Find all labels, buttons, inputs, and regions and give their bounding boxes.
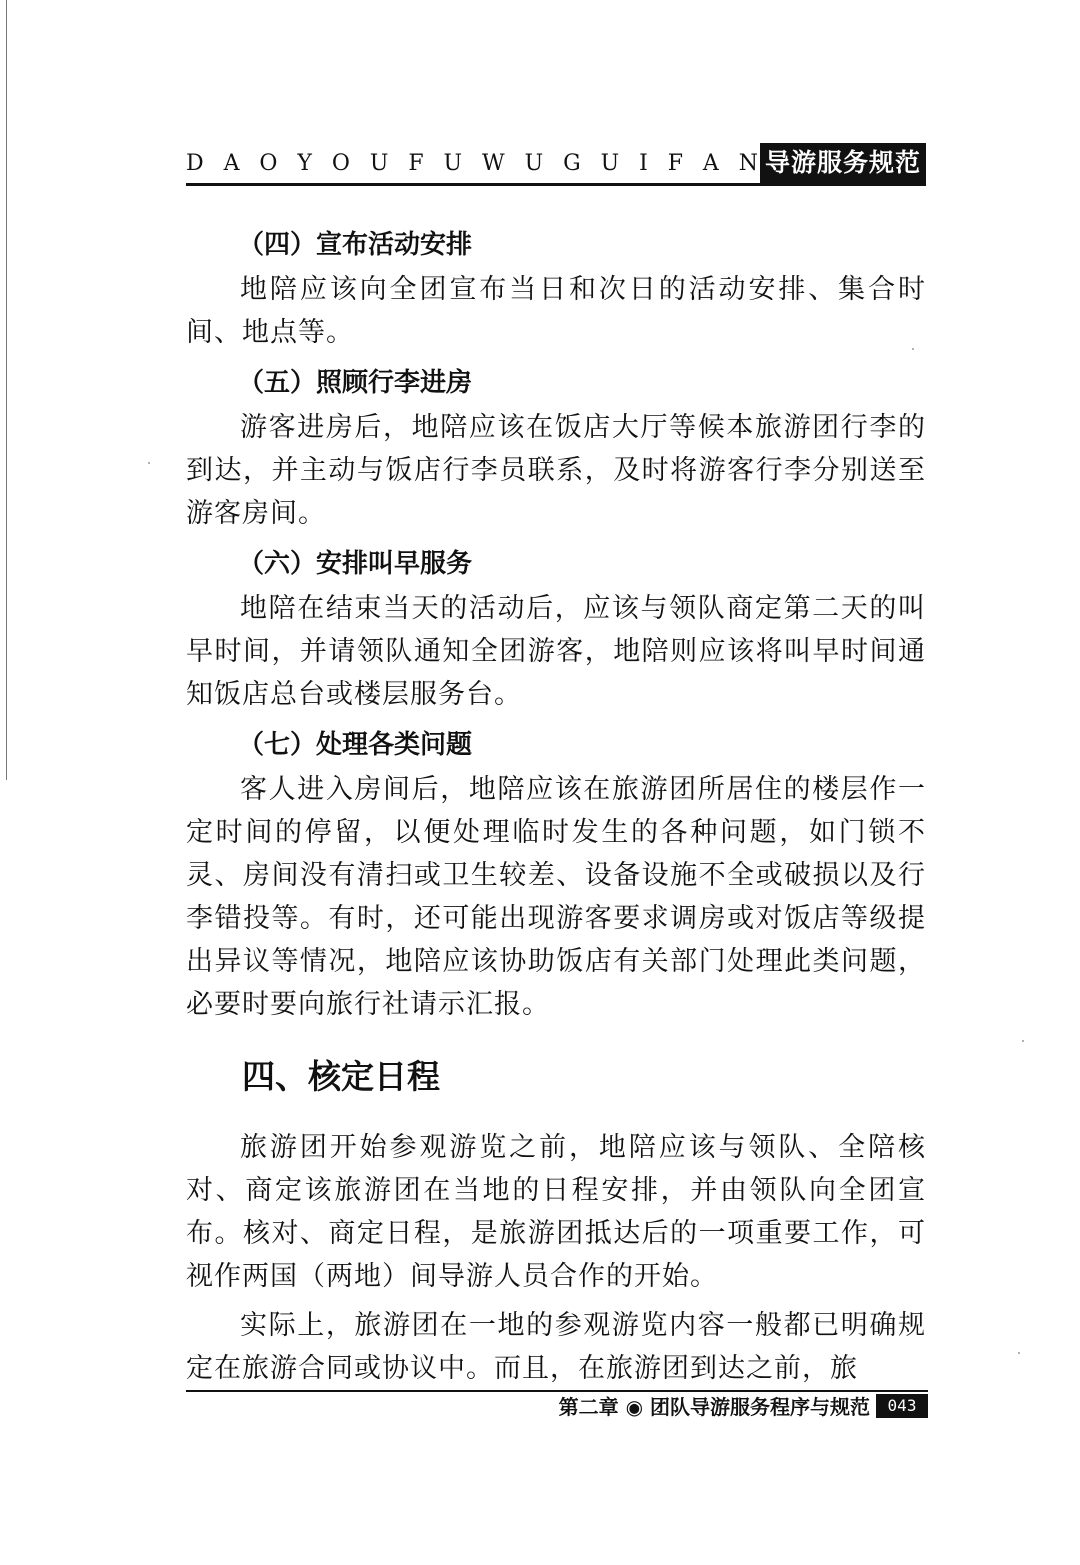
scan-speck (1018, 1352, 1020, 1354)
paragraph: 实际上，旅游团在一地的参观游览内容一般都已明确规定在旅游合同或协议中。而且，在旅游团到达之前，旅 (186, 1310, 926, 1384)
header-letter: O (331, 151, 350, 176)
paragraph: 客人进入房间后，地陪应该在旅游团所居住的楼层作一定时间的停留，以便处理临时发生的各种问题，如门锁不灵、房间没有清扫或卫生较差、设备设施不全或破损以及行李错投等。有时，还可能出现游客要求调房或对饭店等级提出异议等情况，地陪应该协助饭店有关部门处理此类问题，必要时要向旅行社请示汇报。 (186, 774, 926, 1020)
header-letter: U (524, 151, 544, 176)
page-body (186, 222, 926, 1396)
header-letter: U (369, 151, 389, 176)
paragraph: 游客进房后，地陪应该在饭店大厅等候本旅游团行李的到达，并主动与饭店行李员联系，及时将游客行李分别送至游客房间。 (186, 412, 926, 529)
header-letter: A (702, 151, 719, 176)
paragraph: 地陪在结束当天的活动后，应该与领队商定第二天的叫早时间，并请领队通知全团游客，地陪则应该将叫早时间通知饭店总台或楼层服务台。 (186, 593, 926, 710)
running-footer (186, 1390, 928, 1420)
header-letter: O (259, 151, 278, 176)
header-letter: I (639, 151, 648, 176)
header-letter: U (443, 151, 463, 176)
paragraph: 旅游团开始参观游览之前，地陪应该与领队、全陪核对、商定该旅游团在当地的日程安排，并由领队向全团宣布。核对、商定日程，是旅游团抵达后的一项重要工作，可视作两国（两地）间导游人员合作的开始。 (186, 1132, 926, 1292)
section-title-confirm-itinerary: 四、核定日程 (242, 1057, 440, 1096)
paragraph: 地陪应该向全团宣布当日和次日的活动安排、集合时间、地点等。 (186, 274, 926, 348)
running-header (186, 143, 926, 187)
header-letter: D (186, 151, 204, 176)
header-letter: F (408, 151, 424, 176)
header-letter: A (223, 151, 240, 176)
header-letter: F (667, 151, 683, 176)
scan-speck (912, 348, 914, 350)
header-letter: Y (297, 151, 312, 176)
footer-rule (186, 1390, 928, 1392)
subhead-luggage: （五）照顾行李进房 (238, 368, 473, 398)
header-rule (186, 183, 926, 186)
header-book-title: 导游服务规范 (760, 143, 926, 183)
footer-chapter-title: 第二章 ◉ 团队导游服务程序与规范 (558, 1395, 870, 1419)
scan-speck (148, 462, 150, 464)
header-letter: W (482, 151, 505, 176)
subhead-handle-problems: （七）处理各类问题 (238, 730, 473, 760)
header-pinyin (186, 151, 758, 176)
page-number: 043 (876, 1394, 928, 1418)
page-edge-rule (6, 0, 7, 780)
subhead-wake-up-call: （六）安排叫早服务 (238, 549, 473, 579)
header-letter: N (738, 151, 758, 176)
subhead-announce-schedule: （四）宣布活动安排 (238, 230, 473, 260)
scan-speck (1022, 1040, 1024, 1042)
header-letter: U (600, 151, 620, 176)
header-letter: G (563, 151, 581, 176)
